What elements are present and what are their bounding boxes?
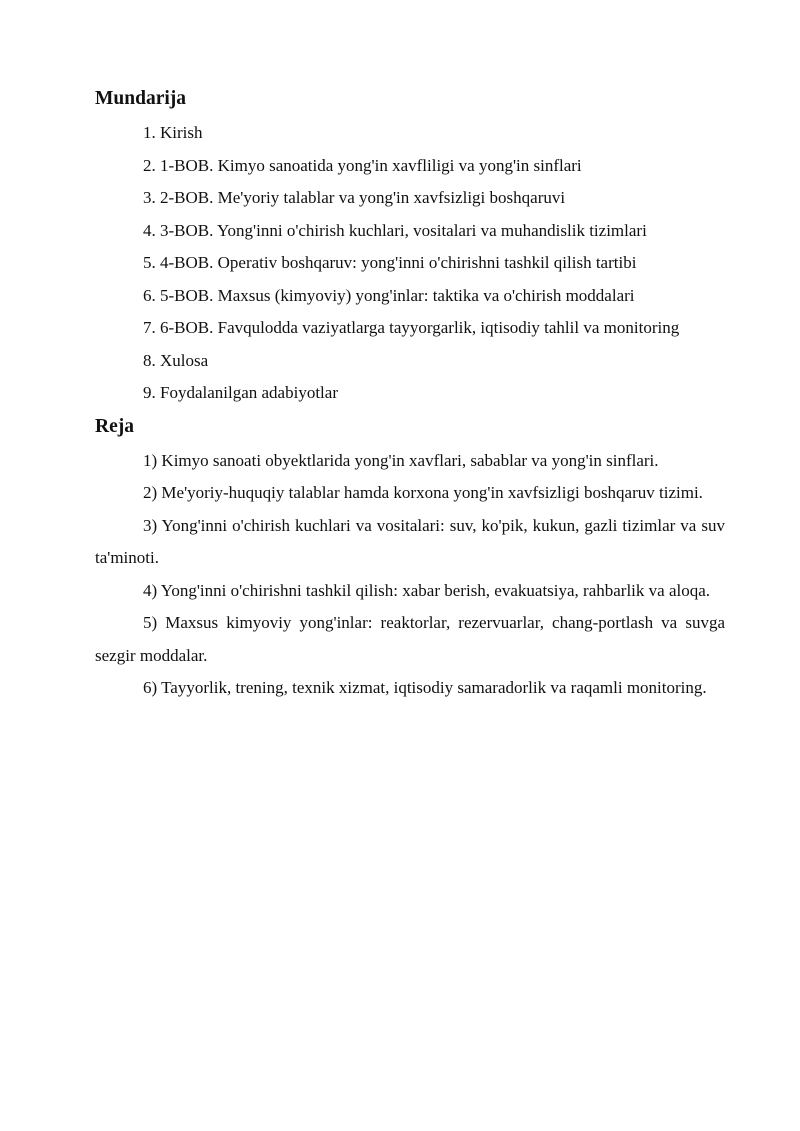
plan-heading: Reja bbox=[95, 415, 134, 437]
contents-item: 3. 2-BOB. Me'yoriy talablar va yong'in xavfsizligi boshqaruvi bbox=[143, 188, 566, 207]
plan-item: 1) Kimyo sanoati obyektlarida yong'in xavflari, sabablar va yong'in sinflari. bbox=[143, 450, 659, 470]
contents-item: 9. Foydalanilgan adabiyotlar bbox=[143, 383, 338, 402]
contents-item: 8. Xulosa bbox=[143, 350, 209, 370]
plan-item: 5) Maxsus kimyoviy yong'inlar: reaktorlar, rezervuarlar, chang-portlash va suvga sezgir moddalar. bbox=[95, 613, 725, 665]
contents-item: 6. 5-BOB. Maxsus (kimyoviy) yong'inlar: taktika va o'chirish moddalari bbox=[143, 285, 635, 305]
plan-item: 2) Me'yoriy-huquqiy talablar hamda korxona yong'in xavfsizligi boshqaruv tizimi. bbox=[143, 483, 703, 502]
contents-item: 1. Kirish bbox=[143, 123, 203, 142]
plan-item: 3) Yong'inni o'chirish kuchlari va vositalari: suv, ko'pik, kukun, gazli tizimlar va suv ta'minoti. bbox=[95, 515, 725, 567]
contents-item: 5. 4-BOB. Operativ boshqaruv: yong'inni o'chirishni tashkil qilish tartibi bbox=[143, 253, 637, 272]
contents-item: 7. 6-BOB. Favqulodda vaziyatlarga tayyorgarlik, iqtisodiy tahlil va monitoring bbox=[143, 318, 680, 337]
contents-heading: Mundarija bbox=[95, 88, 187, 109]
document-page bbox=[95, 84, 725, 705]
contents-item: 2. 1-BOB. Kimyo sanoatida yong'in xavfliligi va yong'in sinflari bbox=[143, 155, 582, 175]
contents-item: 4. 3-BOB. Yong'inni o'chirish kuchlari, vositalari va muhandislik tizimlari bbox=[143, 220, 647, 240]
plan-item: 4) Yong'inni o'chirishni tashkil qilish: xabar berish, evakuatsiya, rahbarlik va aloqa. bbox=[143, 580, 711, 600]
plan-item: 6) Tayyorlik, trening, texnik xizmat, iqtisodiy samaradorlik va raqamli monitoring. bbox=[143, 678, 707, 697]
